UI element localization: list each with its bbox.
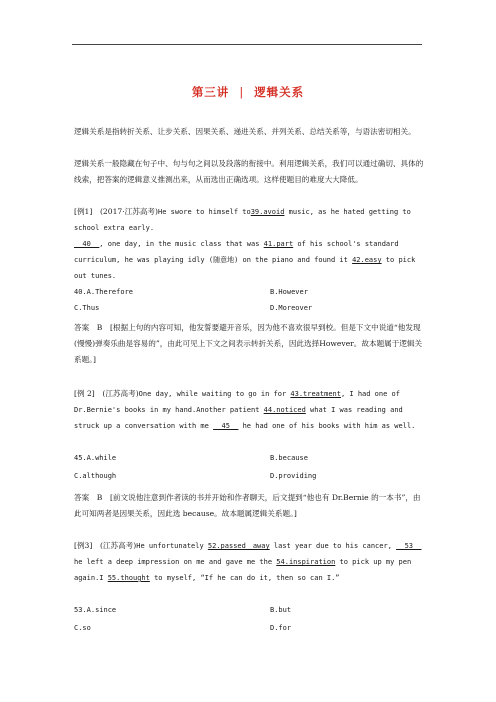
option-40c: C.Thus xyxy=(74,304,100,312)
example-1-label: [例1] (2017·江苏高考) xyxy=(74,207,158,216)
option-53a: 53.A.since xyxy=(74,606,117,614)
blank-39: 39.avoid xyxy=(250,208,285,216)
blank-43: 43.treatment xyxy=(290,390,341,398)
blank-44: 44.noticed xyxy=(263,406,306,414)
blank-41: 41.part xyxy=(263,240,294,248)
blank-55: 55.thought xyxy=(107,574,150,582)
example-2-text: [例 2] (江苏高考)One day, while waiting to go in for 43.treatment, I had one of Dr.Bernie's books in my hand.Another patient 44.noticed what I was reading and struck up a conversation with me __45__ he had one of his books with him as well. xyxy=(74,389,416,430)
option-53c: C.so xyxy=(74,624,91,632)
example-3-options-row-1 xyxy=(74,602,424,618)
blank-54: 54.inspiration xyxy=(276,558,336,566)
option-40d: D.Moreover xyxy=(270,304,313,312)
example-2-answer: 答案 B [前文说他注意到作者读的书并开始和作者聊天，后文提到“他也有 Dr.Bernie 的一本书”，由此可知两者是因果关系，因此选 because。故本题属逻辑关系题。] xyxy=(74,493,421,518)
option-45a: 45.A.while xyxy=(74,454,117,462)
header-rule xyxy=(72,44,422,45)
example-3-options-row-2 xyxy=(74,620,424,636)
example-2-label: [例 2] (江苏高考) xyxy=(74,389,139,398)
example-2-options-row-1 xyxy=(74,450,424,466)
blank-42: 42.easy xyxy=(352,256,382,264)
blank-40: __40__ xyxy=(74,240,100,248)
option-53b: B.but xyxy=(270,606,292,614)
example-3-text: [例3] (江苏高考)He unfortunately 52.passed away last year due to his cancer, __53__ he left a deep impression on me and gave me the 54.inspiration to pick up my pen again.I 55.thought to myself, “If he can do it, then so can I.” xyxy=(74,541,422,582)
example-1-options-row-2 xyxy=(74,300,424,316)
option-45d: D.providing xyxy=(270,472,317,480)
example-1-text: [例1] (2017·江苏高考)He swore to himself to39.avoid music, as he hated getting to school extra early. __40__, one day, in the music class that was 41.part of his school's standard curriculum, he was playing idly (随意地) on the piano and found it 42.easy to pick out tunes. xyxy=(74,207,416,280)
option-45b: B.because xyxy=(270,454,308,462)
blank-45: __45__ xyxy=(213,422,239,430)
blank-53: __53__ xyxy=(396,542,422,550)
blank-52: 52.passed away xyxy=(207,542,270,550)
intro-paragraph-2: 逻辑关系一般隐藏在句子中、句与句之间以及段落的衔接中。利用逻辑关系，我们可以通过确切、具体的线索，把答案的逻辑意义推测出来，从而选出正确选项。这样使题目的难度大大降低。 xyxy=(74,159,424,184)
example-3-label: [例3] (江苏高考) xyxy=(74,541,137,550)
title-separator: | xyxy=(239,85,245,99)
title-lecture: 第三讲 xyxy=(191,85,230,99)
example-1-options-row-1 xyxy=(74,284,424,300)
title-topic: 逻辑关系 xyxy=(254,85,305,99)
option-53d: D.for xyxy=(270,624,292,632)
option-40a: 40.A.Therefore xyxy=(74,288,134,296)
example-1-answer: 答案 B [根据上句的内容可知，他发誓要避开音乐，因为他不喜欢很早到校。但是下文中说道“他发现(慢慢)弹奏乐曲是容易的”，由此可见上下文之间表示转折关系，因此选择However。故本题属于逻辑关系题。] xyxy=(74,323,423,364)
option-40b: B.However xyxy=(270,288,308,296)
option-45c: C.although xyxy=(74,472,117,480)
intro-paragraph-1: 逻辑关系是指转折关系、让步关系、因果关系、递进关系、并列关系、总结关系等，与语法密切相关。 xyxy=(74,127,416,136)
example-2-options-row-2 xyxy=(74,468,424,484)
page-title xyxy=(0,84,496,100)
